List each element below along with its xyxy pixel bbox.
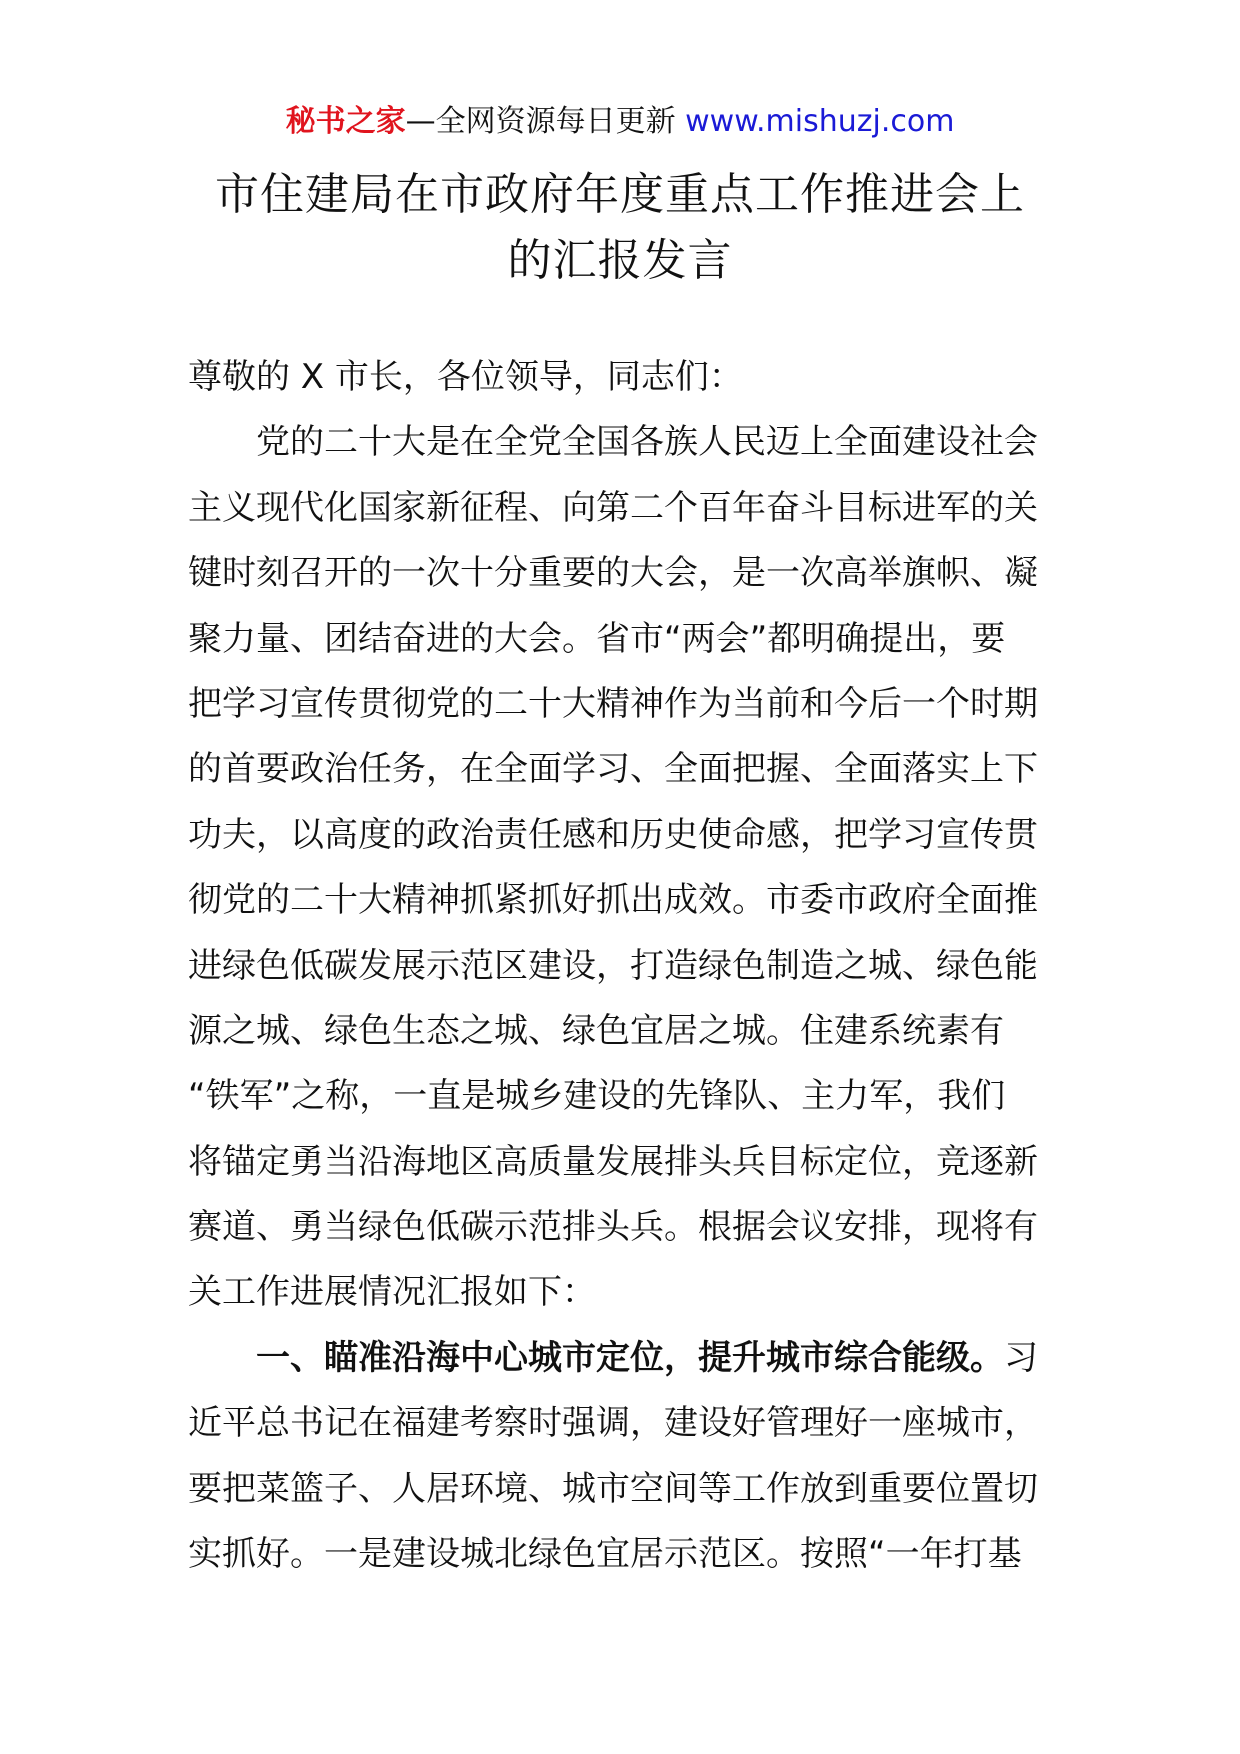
title-line-1: 市住建局在市政府年度重点工作推进会上 bbox=[215, 169, 1025, 220]
body-line: 实抓好。一是建设城北绿色宜居示范区。按照“一年打基 bbox=[188, 1534, 1022, 1575]
website-link[interactable]: www.mishuzj.com bbox=[685, 104, 955, 139]
section-1-text: 习 bbox=[1004, 1337, 1038, 1378]
body-line: 键时刻召开的一次十分重要的大会，是一次高举旗帜、凝 bbox=[188, 553, 1038, 594]
body-line: 把学习宣传贯彻党的二十大精神作为当前和今后一个时期 bbox=[188, 683, 1038, 724]
body-line: 的首要政治任务，在全面学习、全面把握、全面落实上下 bbox=[188, 749, 1038, 790]
body-line: 进绿色低碳发展示范区建设，打造绿色制造之城、绿色能 bbox=[188, 945, 1038, 986]
body-line: 功夫，以高度的政治责任感和历史使命感，把学习宣传贯 bbox=[188, 814, 1038, 855]
page-header bbox=[0, 102, 1240, 142]
brand-name: 秘书之家 bbox=[285, 104, 406, 139]
body-line: “铁军”之称，一直是城乡建设的先锋队、主力军，我们 bbox=[188, 1076, 1006, 1117]
body-line: 源之城、绿色生态之城、绿色宜居之城。住建系统素有 bbox=[188, 1010, 1004, 1051]
header-tagline: —全网资源每日更新 bbox=[405, 104, 686, 139]
body-line: 要把菜篮子、人居环境、城市空间等工作放到重要位置切 bbox=[188, 1468, 1038, 1509]
body-line: 赛道、勇当绿色低碳示范排头兵。根据会议安排，现将有 bbox=[188, 1207, 1038, 1248]
section-1-heading: 一、瞄准沿海中心城市定位，提升城市综合能级。 bbox=[188, 1337, 1004, 1378]
salutation: 尊敬的 X 市长，各位领导，同志们： bbox=[188, 357, 743, 397]
body-line: 彻党的二十大精神抓紧抓好抓出成效。市委市政府全面推 bbox=[188, 880, 1038, 921]
document-body bbox=[188, 357, 1058, 1599]
body-line: 关工作进展情况汇报如下： bbox=[188, 1272, 596, 1313]
title-line-2: 的汇报发言 bbox=[507, 235, 733, 286]
document-title bbox=[150, 162, 1090, 294]
body-line: 聚力量、团结奋进的大会。省市“两会”都明确提出，要 bbox=[188, 618, 1006, 659]
section-1-first-line bbox=[188, 1338, 1058, 1403]
body-line: 主义现代化国家新征程、向第二个百年奋斗目标进军的关 bbox=[188, 487, 1038, 528]
body-line: 近平总书记在福建考察时强调，建设好管理好一座城市， bbox=[188, 1403, 1038, 1444]
body-line: 党的二十大是在全党全国各族人民迈上全面建设社会 bbox=[188, 422, 1038, 463]
body-line: 将锚定勇当沿海地区高质量发展排头兵目标定位，竞逐新 bbox=[188, 1141, 1038, 1182]
